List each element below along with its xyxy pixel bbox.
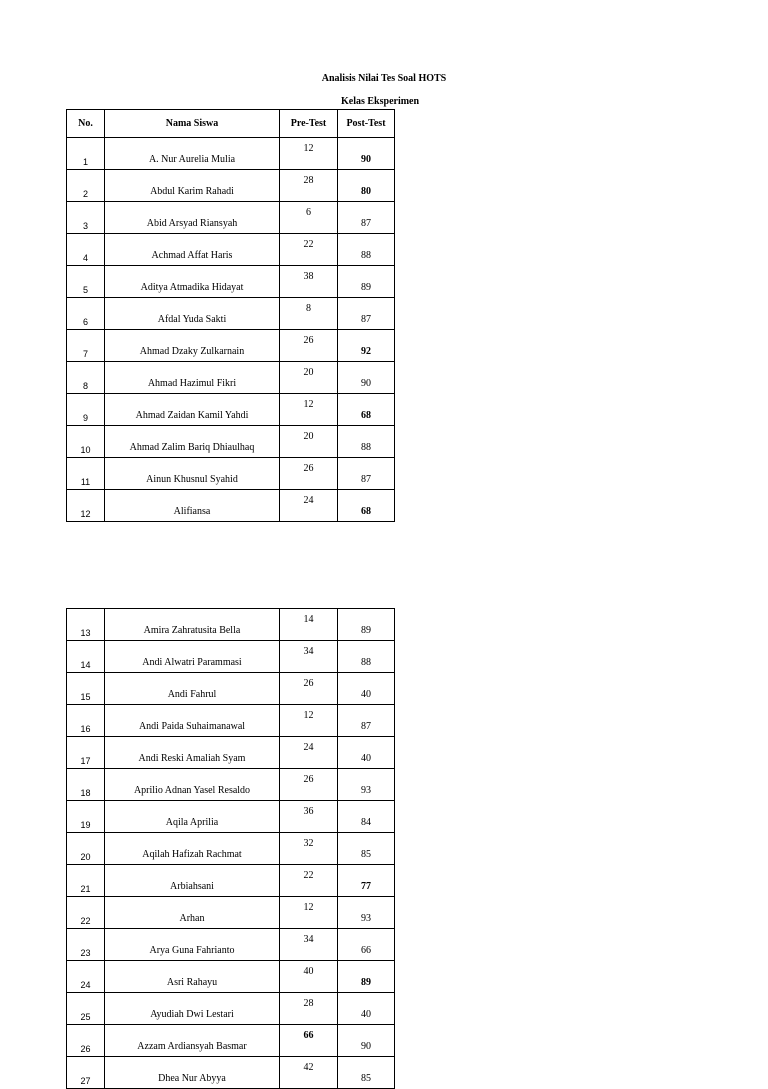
post-test-score: 89 (338, 266, 395, 298)
score-table-page-1 (66, 109, 395, 522)
student-name: Amira Zahratusita Bella (105, 609, 280, 641)
post-test-score: 87 (338, 458, 395, 490)
student-name: Abid Arsyad Riansyah (105, 202, 280, 234)
student-name: Ahmad Dzaky Zulkarnain (105, 330, 280, 362)
table-row (67, 609, 395, 641)
pre-test-score: 34 (280, 641, 338, 673)
table-row (67, 1057, 395, 1089)
row-number: 23 (67, 929, 105, 961)
row-number: 19 (67, 801, 105, 833)
post-test-score: 93 (338, 897, 395, 929)
table-row (67, 705, 395, 737)
post-test-score: 40 (338, 673, 395, 705)
row-number: 22 (67, 897, 105, 929)
table-row (67, 993, 395, 1025)
row-number: 9 (67, 394, 105, 426)
post-test-score: 92 (338, 330, 395, 362)
post-test-score: 90 (338, 362, 395, 394)
pre-test-score: 32 (280, 833, 338, 865)
pre-test-score: 22 (280, 234, 338, 266)
student-name: Aditya Atmadika Hidayat (105, 266, 280, 298)
student-name: Andi Paida Suhaimanawal (105, 705, 280, 737)
row-number: 1 (67, 138, 105, 170)
table-row (67, 138, 395, 170)
pre-test-score: 42 (280, 1057, 338, 1089)
pre-test-score: 36 (280, 801, 338, 833)
pre-test-score: 24 (280, 737, 338, 769)
row-number: 21 (67, 865, 105, 897)
row-number: 7 (67, 330, 105, 362)
row-number: 10 (67, 426, 105, 458)
table-row (67, 394, 395, 426)
student-name: Ahmad Zaidan Kamil Yahdi (105, 394, 280, 426)
table-row (67, 266, 395, 298)
post-test-score: 85 (338, 833, 395, 865)
row-number: 24 (67, 961, 105, 993)
pre-test-score: 20 (280, 362, 338, 394)
table-row (67, 865, 395, 897)
pre-test-score: 26 (280, 458, 338, 490)
student-name: Azzam Ardiansyah Basmar (105, 1025, 280, 1057)
post-test-score: 88 (338, 641, 395, 673)
post-test-score: 88 (338, 234, 395, 266)
student-name: Andi Alwatri Parammasi (105, 641, 280, 673)
row-number: 26 (67, 1025, 105, 1057)
table-row (67, 929, 395, 961)
pre-test-score: 12 (280, 394, 338, 426)
pre-test-score: 34 (280, 929, 338, 961)
pre-test-score: 28 (280, 993, 338, 1025)
pre-test-score: 28 (280, 170, 338, 202)
row-number: 6 (67, 298, 105, 330)
student-name: Ahmad Zalim Bariq Dhiaulhaq (105, 426, 280, 458)
header-no: No. (67, 110, 105, 138)
row-number: 4 (67, 234, 105, 266)
student-name: Ahmad Hazimul Fikri (105, 362, 280, 394)
row-number: 25 (67, 993, 105, 1025)
post-test-score: 88 (338, 426, 395, 458)
table-row (67, 1025, 395, 1057)
table-row (67, 202, 395, 234)
pre-test-score: 6 (280, 202, 338, 234)
student-name: Aqilah Hafizah Rachmat (105, 833, 280, 865)
row-number: 14 (67, 641, 105, 673)
row-number: 20 (67, 833, 105, 865)
row-number: 2 (67, 170, 105, 202)
table-row (67, 490, 395, 522)
table-row (67, 298, 395, 330)
pre-test-score: 24 (280, 490, 338, 522)
pre-test-score: 26 (280, 330, 338, 362)
student-name: Ainun Khusnul Syahid (105, 458, 280, 490)
post-test-score: 77 (338, 865, 395, 897)
row-number: 15 (67, 673, 105, 705)
table-row (67, 769, 395, 801)
header-pre-test: Pre-Test (280, 110, 338, 138)
student-name: Achmad Affat Haris (105, 234, 280, 266)
table-body (67, 138, 395, 522)
subtitle-text: Kelas Eksperimen (341, 96, 420, 107)
table-row (67, 234, 395, 266)
student-name: Abdul Karim Rahadi (105, 170, 280, 202)
row-number: 13 (67, 609, 105, 641)
student-name: Andi Fahrul (105, 673, 280, 705)
row-number: 11 (67, 458, 105, 490)
post-test-score: 40 (338, 993, 395, 1025)
pre-test-score: 8 (280, 298, 338, 330)
post-test-score: 89 (338, 609, 395, 641)
student-name: Arbiahsani (105, 865, 280, 897)
student-name: Afdal Yuda Sakti (105, 298, 280, 330)
student-name: Asri Rahayu (105, 961, 280, 993)
pre-test-score: 38 (280, 266, 338, 298)
score-table-page-2 (66, 608, 395, 1089)
table-row (67, 458, 395, 490)
row-number: 27 (67, 1057, 105, 1089)
table-row (67, 801, 395, 833)
table-row (67, 897, 395, 929)
table-row (67, 330, 395, 362)
header-post-test: Post-Test (338, 110, 395, 138)
student-name: Aqila Aprilia (105, 801, 280, 833)
post-test-score: 93 (338, 769, 395, 801)
post-test-score: 89 (338, 961, 395, 993)
table-body (67, 609, 395, 1089)
row-number: 5 (67, 266, 105, 298)
student-name: Ayudiah Dwi Lestari (105, 993, 280, 1025)
row-number: 8 (67, 362, 105, 394)
table-row (67, 961, 395, 993)
row-number: 3 (67, 202, 105, 234)
student-name: Alifiansa (105, 490, 280, 522)
student-name: A. Nur Aurelia Mulia (105, 138, 280, 170)
pre-test-score: 66 (280, 1025, 338, 1057)
table-row (67, 641, 395, 673)
table-row (67, 673, 395, 705)
pre-test-score: 12 (280, 705, 338, 737)
student-name: Arhan (105, 897, 280, 929)
table-row (67, 833, 395, 865)
post-test-score: 85 (338, 1057, 395, 1089)
pre-test-score: 14 (280, 609, 338, 641)
student-name: Arya Guna Fahrianto (105, 929, 280, 961)
table-row (67, 737, 395, 769)
post-test-score: 68 (338, 394, 395, 426)
pre-test-score: 20 (280, 426, 338, 458)
row-number: 12 (67, 490, 105, 522)
post-test-score: 40 (338, 737, 395, 769)
pre-test-score: 40 (280, 961, 338, 993)
table-row (67, 170, 395, 202)
row-number: 18 (67, 769, 105, 801)
pre-test-score: 26 (280, 673, 338, 705)
post-test-score: 66 (338, 929, 395, 961)
pre-test-score: 12 (280, 138, 338, 170)
table-header-row (67, 110, 395, 138)
table-row (67, 426, 395, 458)
post-test-score: 90 (338, 1025, 395, 1057)
post-test-score: 90 (338, 138, 395, 170)
post-test-score: 80 (338, 170, 395, 202)
student-name: Aprilio Adnan Yasel Resaldo (105, 769, 280, 801)
row-number: 16 (67, 705, 105, 737)
pre-test-score: 22 (280, 865, 338, 897)
post-test-score: 87 (338, 202, 395, 234)
page-title: Analisis Nilai Tes Soal HOTS (321, 73, 447, 84)
post-test-score: 84 (338, 801, 395, 833)
row-number: 17 (67, 737, 105, 769)
table-row (67, 362, 395, 394)
student-name: Andi Reski Amaliah Syam (105, 737, 280, 769)
pre-test-score: 12 (280, 897, 338, 929)
post-test-score: 68 (338, 490, 395, 522)
pre-test-score: 26 (280, 769, 338, 801)
student-name: Dhea Nur Abyya (105, 1057, 280, 1089)
post-test-score: 87 (338, 298, 395, 330)
post-test-score: 87 (338, 705, 395, 737)
header-nama-siswa: Nama Siswa (105, 110, 280, 138)
